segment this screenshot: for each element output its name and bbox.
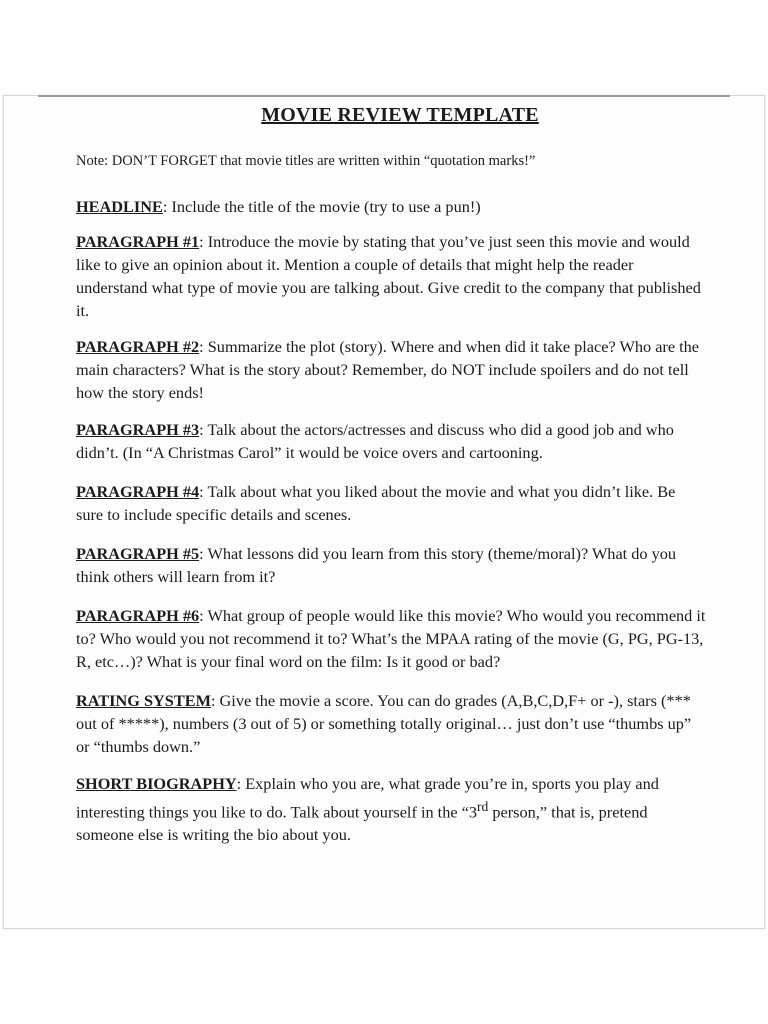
section-label: SHORT BIOGRAPHY <box>76 774 237 793</box>
section-paragraph-3 <box>76 418 706 464</box>
section-label: RATING SYSTEM <box>76 691 211 710</box>
section-text: : Introduce the movie by stating that you’ve just seen this movie and would like to give an opinion about it. Mention a couple of details that might help the reader understand what type of movie you are talking about. Give credit to the company that published it. <box>76 232 701 320</box>
document-top-border <box>38 95 730 97</box>
section-text: : Summarize the plot (story). Where and when did it take place? Who are the main characters? What is the story about? Remember, do NOT include spoilers and do not tell how the story ends! <box>76 337 700 402</box>
document-body <box>76 100 706 846</box>
section-paragraph-4 <box>76 480 706 526</box>
ordinal-superscript: rd <box>477 799 489 814</box>
section-paragraph-5 <box>76 542 706 588</box>
section-text: : Include the title of the movie (try to use a pun!) <box>162 197 481 216</box>
document-note: Note: DON’T FORGET that movie titles are written within “quotation marks!” <box>76 153 536 169</box>
section-paragraph-2 <box>76 335 706 404</box>
section-label: PARAGRAPH #2 <box>76 337 200 356</box>
document-title: MOVIE REVIEW TEMPLATE <box>261 104 539 126</box>
section-label: PARAGRAPH #4 <box>76 482 200 501</box>
section-text: : What group of people would like this movie? Who would you recommend it to? Who would you not recommend it to? What’s the MPAA rating of the movie (G, PG, PG-13, R, etc…)? What is your final word on the film: Is it good or bad? <box>76 606 706 671</box>
section-label: HEADLINE <box>76 197 163 216</box>
section-rating-system <box>76 689 706 758</box>
section-paragraph-1 <box>76 230 706 322</box>
section-text: : What lessons did you learn from this story (theme/moral)? What do you think others will learn from it? <box>76 544 677 586</box>
section-short-biography <box>76 772 706 846</box>
section-label: PARAGRAPH #3 <box>76 420 200 439</box>
section-label: PARAGRAPH #1 <box>76 232 200 251</box>
section-paragraph-6 <box>76 604 706 673</box>
section-label: PARAGRAPH #6 <box>76 606 200 625</box>
section-text-after: person,” that is, pretend someone else is writing the bio about you. <box>76 802 648 845</box>
section-text-before: : Explain who you are, what grade you’re in, sports you play and interesting things you like to do. Talk about yourself in the “3 <box>76 774 659 822</box>
section-headline <box>76 195 706 218</box>
section-label: PARAGRAPH #5 <box>76 544 200 563</box>
section-text: : Talk about what you liked about the movie and what you didn’t like. Be sure to include specific details and scenes. <box>76 482 676 524</box>
section-text: : Talk about the actors/actresses and discuss who did a good job and who didn’t. (In “A Christmas Carol” it would be voice overs and cartooning. <box>76 420 674 462</box>
section-text: : Give the movie a score. You can do grades (A,B,C,D,F+ or -), stars (*** out of *****), numbers (3 out of 5) or something totally original… just don’t use “thumbs up” or “thumbs down.” <box>76 691 692 756</box>
